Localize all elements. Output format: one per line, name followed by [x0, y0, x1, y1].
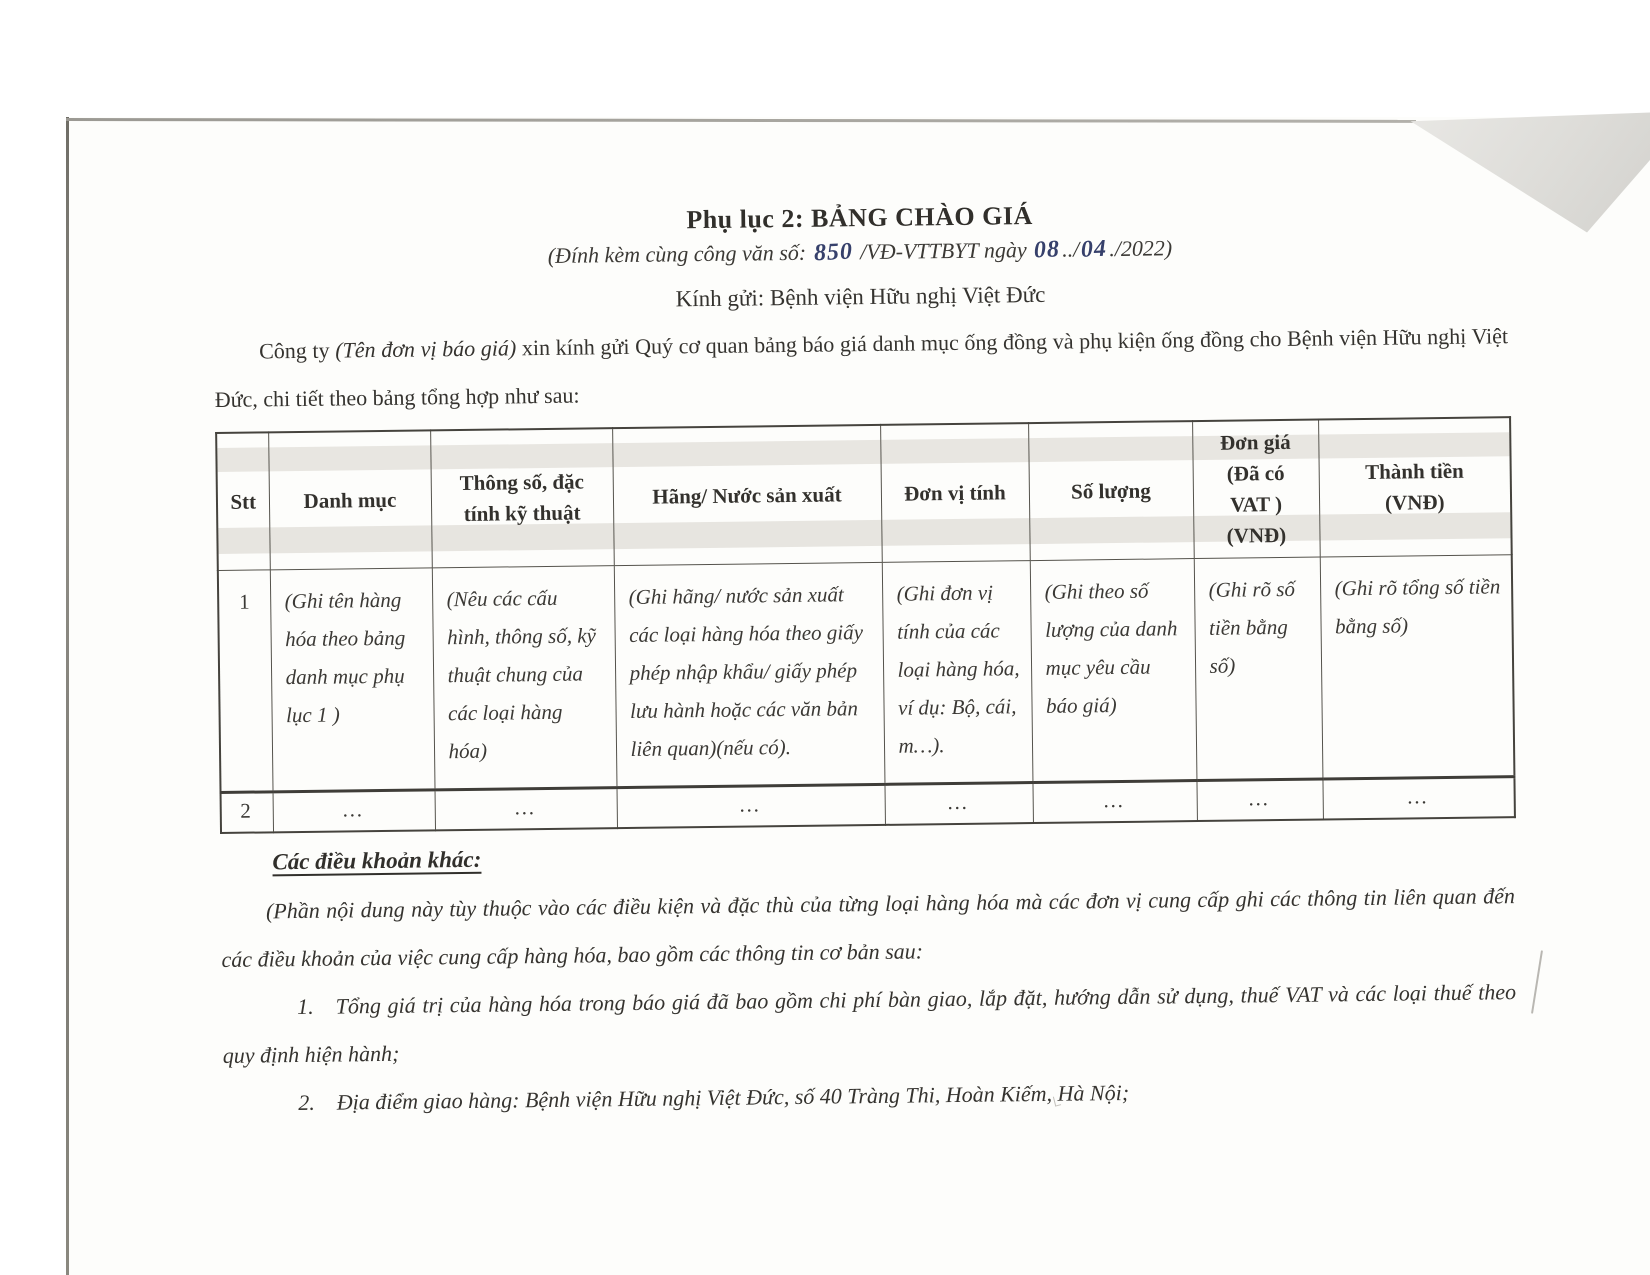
intro-lead: Công ty [258, 337, 336, 364]
term-item-1-text: Tổng giá trị của hàng hóa trong báo giá đã bao gồm chi phí bàn giao, lắp đặt, hướng dẫn sử dụng, thuế VAT và các loại thuế theo quy định hiện hành; [222, 979, 1517, 1068]
cell-row1-don-vi-tinh: (Ghi đơn vị tính của các loại hàng hóa, ví dụ: Bộ, cái, m…). [882, 561, 1033, 785]
cell-row1-danh-muc: (Ghi tên hàng hóa theo bảng danh mục phụ lục 1 ) [270, 568, 435, 792]
intro-paragraph [214, 312, 1509, 424]
col-header-so-luong: Số lượng [1028, 421, 1194, 560]
cell-row2-danh-muc: … [273, 790, 435, 832]
cell-row2-hang-nuoc-san-xuat: … [617, 784, 885, 828]
col-header-don-gia: Đơn giá (Đã có VAT ) (VNĐ) [1192, 420, 1320, 559]
table-row-1 [218, 555, 1515, 793]
cell-row1-hang-nuoc-san-xuat: (Ghi hãng/ nước sản xuất các loại hàng hóa theo giấy phép nhập khẩu/ giấy phép lưu hành hoặc các văn bản liên quan)(nếu có). [614, 562, 885, 787]
document-content [211, 101, 1517, 1128]
handwritten-doc-number: 850 [813, 238, 854, 267]
cell-row2-thanh-tien: … [1322, 777, 1514, 820]
cell-row1-thong-so: (Nêu các cấu hình, thông số, kỹ thuật chung của các loại hàng hóa) [432, 566, 617, 790]
salutation: Kính gửi: Bệnh viện Hữu nghị Việt Đức [675, 281, 1046, 312]
col-header-hang-nuoc-san-xuat: Hãng/ Nước sản xuất [612, 425, 882, 566]
col-header-thanh-tien: Thành tiền (VNĐ) [1318, 417, 1512, 557]
term-item-2-number: 2. [298, 1089, 315, 1116]
terms-heading: Các điều khoản khác: [272, 846, 482, 875]
attachment-note-sep2: ./2022) [1109, 235, 1173, 262]
term-item-1 [222, 968, 1517, 1080]
cell-row2-don-gia: … [1196, 779, 1322, 821]
cell-row1-thanh-tien: (Ghi rõ tổng số tiền bằng số) [1320, 555, 1515, 779]
intro-rest: xin kính gửi Quý cơ quan bảng báo giá danh mục ống đồng và phụ kiện ống đồng cho Bệnh viện Hữu nghị Việt Đức, chi tiết theo bảng tổng hợp như sau: [214, 323, 1509, 413]
cell-row2-so-luong: … [1032, 781, 1196, 824]
col-header-danh-muc: Danh mục [268, 430, 432, 569]
terms-intro-paragraph: (Phần nội dung này tùy thuộc vào các điều kiện và đặc thù của từng loại hàng hóa mà các đơn vị cung cấp ghi các thông tin liên quan đến các điều khoản của việc cung cấp hàng hóa, bao gồm các thông tin cơ bản sau: [221, 883, 1516, 972]
cell-row2-thong-so: … [435, 788, 617, 831]
cell-row2-don-vi-tinh: … [884, 783, 1032, 825]
cell-row2-stt: 2 [221, 792, 273, 833]
term-item-1-number: 1. [297, 993, 314, 1020]
cell-row1-stt: 1 [218, 570, 273, 793]
quote-table [215, 416, 1516, 834]
col-header-don-vi-tinh: Đơn vị tính [880, 423, 1030, 562]
term-item-2-text: Địa điểm giao hàng: Bệnh viện Hữu nghị Việt Đức, số 40 Tràng Thi, Hoàn Kiếm, Hà Nội; [336, 1079, 1130, 1115]
col-header-stt: Stt [216, 432, 270, 570]
handwritten-day: 08 [1033, 236, 1061, 264]
attachment-note-prefix: (Đính kèm cùng công văn số: [547, 239, 812, 268]
attachment-note-sep1: ../ [1061, 236, 1080, 262]
col-header-thong-so: Thông số, đặc tính kỹ thuật [430, 428, 614, 568]
cell-row1-so-luong: (Ghi theo số lượng của danh mục yêu cầu báo giá) [1030, 559, 1197, 783]
page-left-edge [66, 117, 69, 1275]
intro-company-placeholder: (Tên đơn vị báo giá) [335, 335, 517, 363]
page-title: Phụ lục 2: BẢNG CHÀO GIÁ [686, 201, 1033, 235]
table-header-row [216, 417, 1512, 570]
attachment-note-mid: /VĐ-VTTBYT ngày [854, 237, 1033, 265]
cell-row1-don-gia: (Ghi rõ số tiền bằng số) [1194, 557, 1323, 781]
handwritten-month: 04 [1080, 235, 1108, 263]
